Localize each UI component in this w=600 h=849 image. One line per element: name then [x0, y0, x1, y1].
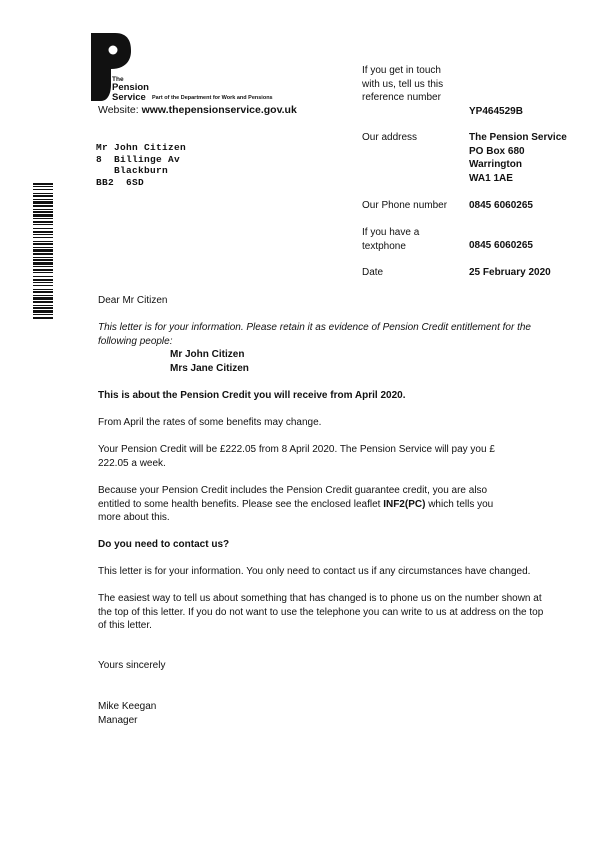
service-address — [469, 131, 567, 185]
leaflet-code: INF2(PC) — [383, 498, 426, 510]
closing: Yours sincerely — [98, 660, 166, 671]
benefits-text: Because your Pension Credit includes the Pension Credit guarantee credit, you are also entitled to some health benefits. Please see the enclosed leaflet — [98, 485, 488, 510]
phone-label: Our Phone number — [362, 200, 448, 211]
easiest-paragraph: The easiest way to tell us about something that has changed is to phone us on the number shown at the top of this letter. If you do not want to use the telephone you can write to us at address on the top of this letter. — [98, 593, 544, 632]
address-label: Our address — [362, 132, 418, 143]
info-paragraph: This letter is for your information. You only need to contact us if any circumstances have changed. — [98, 566, 531, 577]
entitled-person: Mrs Jane Citizen — [170, 362, 249, 374]
service-address-line: WA1 1AE — [469, 172, 513, 184]
logo-word-service: Service — [112, 92, 146, 103]
recipient-line: BB2 6SD — [96, 176, 145, 188]
recipient-line: Mr John Citizen — [96, 142, 187, 153]
website-url[interactable]: www.thepensionservice.gov.uk — [141, 104, 297, 116]
phone-value: 0845 6060265 — [469, 200, 533, 211]
textphone-label-line: textphone — [362, 240, 406, 252]
website-line — [98, 104, 297, 118]
reference-value: YP464529B — [469, 106, 523, 117]
logo-word-the: The — [112, 76, 124, 83]
rates-paragraph: From April the rates of some benefits may change. — [98, 417, 322, 428]
website-label: Website: — [98, 104, 139, 116]
benefits-paragraph — [98, 484, 518, 525]
reference-label-line: If you get in touch — [362, 65, 441, 76]
recipient-line: 8 Billinge Av — [96, 153, 181, 165]
benefits-text-end: which tells you more about this. — [98, 498, 494, 524]
intro-note: This letter is for your information. Please retain it as evidence of Pension Credit entitlement for the following people: — [98, 322, 531, 347]
service-address-line: PO Box 680 — [469, 145, 525, 157]
recipient-line: Blackburn — [96, 165, 169, 176]
contact-heading: Do you need to contact us? — [98, 539, 230, 550]
signatory-title: Manager — [98, 715, 138, 726]
date-label: Date — [362, 267, 384, 278]
entitled-person: Mr John Citizen — [170, 349, 245, 360]
reference-label — [362, 64, 443, 105]
amount-paragraph: Your Pension Credit will be £222.05 from 8 April 2020. The Pension Service will pay you £ 222.05 a week. — [98, 444, 495, 469]
textphone-label — [362, 226, 419, 253]
logo-tagline: Part of the Department for Work and Pensions — [152, 95, 273, 101]
logo-word-pension: Pension — [112, 82, 149, 93]
reference-label-line: with us, tell us this — [362, 78, 444, 90]
reference-label-line: reference number — [362, 92, 441, 104]
service-address-line: The Pension Service — [469, 132, 567, 143]
service-address-line: Warrington — [469, 159, 522, 171]
textphone-value: 0845 6060265 — [469, 240, 533, 251]
entitled-people — [170, 348, 249, 375]
salutation: Dear Mr Citizen — [98, 295, 168, 306]
barcode-icon — [33, 183, 53, 319]
textphone-label-line: If you have a — [362, 227, 420, 238]
main-heading: This is about the Pension Credit you will receive from April 2020. — [98, 390, 406, 401]
recipient-address — [96, 142, 186, 188]
date-value: 25 February 2020 — [469, 267, 551, 278]
signatory-name: Mike Keegan — [98, 701, 157, 712]
